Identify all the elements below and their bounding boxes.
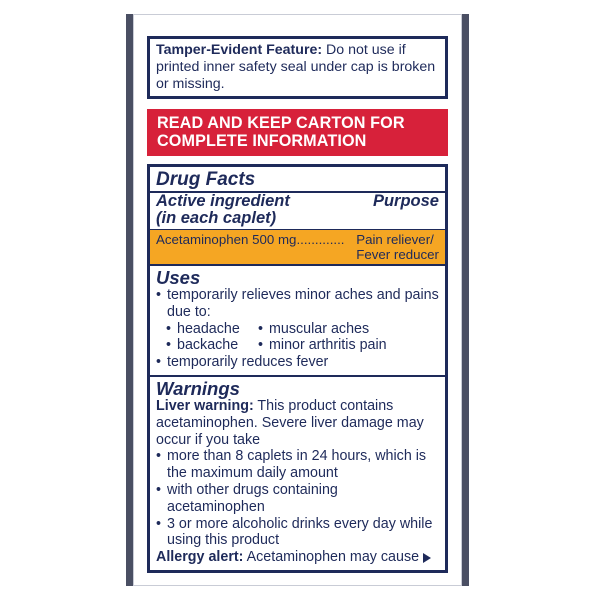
- right-arrow-icon: [423, 553, 431, 563]
- sub-item-backache: backache: [177, 337, 239, 354]
- bullet-dot: •: [156, 481, 162, 498]
- warning-item-1-line-2: the maximum daily amount: [167, 465, 338, 482]
- allergy-alert: [156, 549, 439, 566]
- active-ingredient-heading: [156, 193, 290, 227]
- list-item: [166, 321, 258, 338]
- purpose-line-2: Fever reducer: [356, 247, 439, 262]
- liver-text-2: acetaminophen. Severe liver damage may: [156, 414, 424, 431]
- allergy-label: Allergy alert:: [156, 549, 244, 566]
- liver-text-3: occur if you take: [156, 431, 261, 448]
- uses-body: [156, 287, 439, 371]
- uses-heading: Uses: [156, 267, 201, 288]
- bullet-dot: •: [156, 448, 162, 465]
- active-ingredient-header: [150, 193, 445, 229]
- sub-item-muscular-aches: muscular aches: [269, 320, 370, 337]
- bullet-dot: •: [166, 337, 172, 354]
- warning-item-3-line-1: 3 or more alcoholic drinks every day while: [167, 515, 433, 532]
- warning-item-3: [167, 516, 432, 550]
- banner-line-1: READ AND KEEP CARTON FOR: [157, 114, 405, 132]
- banner-line-2: COMPLETE INFORMATION: [157, 132, 367, 150]
- tamper-label: Tamper-Evident Feature:: [156, 42, 323, 58]
- bullet-dot: •: [258, 337, 264, 354]
- drug-facts-title: Drug Facts: [156, 169, 256, 190]
- liver-warning-label: Liver warning:: [156, 397, 254, 414]
- list-item: [156, 354, 439, 371]
- allergy-text: [156, 549, 419, 566]
- warning-item-3-line-2: using this product: [167, 532, 280, 549]
- tamper-evident-box: [147, 36, 448, 99]
- list-item: [258, 337, 439, 354]
- uses-section: [150, 266, 445, 377]
- carton-panel: [126, 14, 469, 586]
- drug-facts-panel: [147, 164, 448, 573]
- list-item: [156, 482, 439, 516]
- drug-facts-title-row: [150, 167, 445, 193]
- purpose-heading: Purpose: [372, 192, 439, 210]
- uses-item-1: [167, 287, 439, 321]
- ingredient-purpose: [356, 232, 439, 262]
- list-item: [258, 321, 439, 338]
- bullet-dot: •: [258, 320, 264, 337]
- liver-warning: [156, 398, 439, 448]
- warning-item-1: [167, 448, 426, 482]
- active-heading-line-2: (in each caplet): [156, 209, 277, 227]
- list-item: [166, 337, 258, 354]
- warnings-body: [156, 398, 439, 566]
- warning-item-2: with other drugs containing acetaminophen: [167, 481, 338, 515]
- list-item: [156, 516, 439, 550]
- bullet-dot: •: [156, 287, 162, 303]
- read-carton-banner: [147, 109, 448, 156]
- sub-item-arthritis: minor arthritis pain: [269, 337, 387, 354]
- warnings-heading: Warnings: [156, 377, 240, 399]
- list-item: [156, 448, 439, 482]
- sub-item-headache: headache: [177, 320, 240, 337]
- bullet-dot: •: [166, 320, 172, 337]
- uses-item-1-line-1: temporarily relieves minor aches and pains: [167, 287, 439, 303]
- active-heading-line-1: Active ingredient: [156, 192, 290, 210]
- ingredient-name: Acetaminophen 500 mg.............: [156, 232, 345, 247]
- liver-text-1: This product contains: [253, 397, 394, 414]
- purpose-line-1: Pain reliever/: [356, 232, 434, 247]
- list-item: [156, 287, 439, 321]
- warnings-section: [150, 377, 445, 570]
- tamper-text: Do not use if printed inner safety seal under cap is broken or missing.: [156, 42, 436, 92]
- label-content: [147, 36, 448, 573]
- warning-item-1-line-1: more than 8 caplets in 24 hours, which is: [167, 448, 427, 465]
- allergy-body: Acetaminophen may cause: [243, 549, 420, 566]
- bullet-dot: •: [156, 354, 162, 371]
- active-ingredient-row: [150, 229, 445, 266]
- bullet-dot: •: [156, 515, 162, 532]
- uses-sublist: [156, 321, 439, 355]
- uses-item-1-line-2: due to:: [167, 303, 211, 320]
- uses-item-2: temporarily reduces fever: [167, 354, 329, 371]
